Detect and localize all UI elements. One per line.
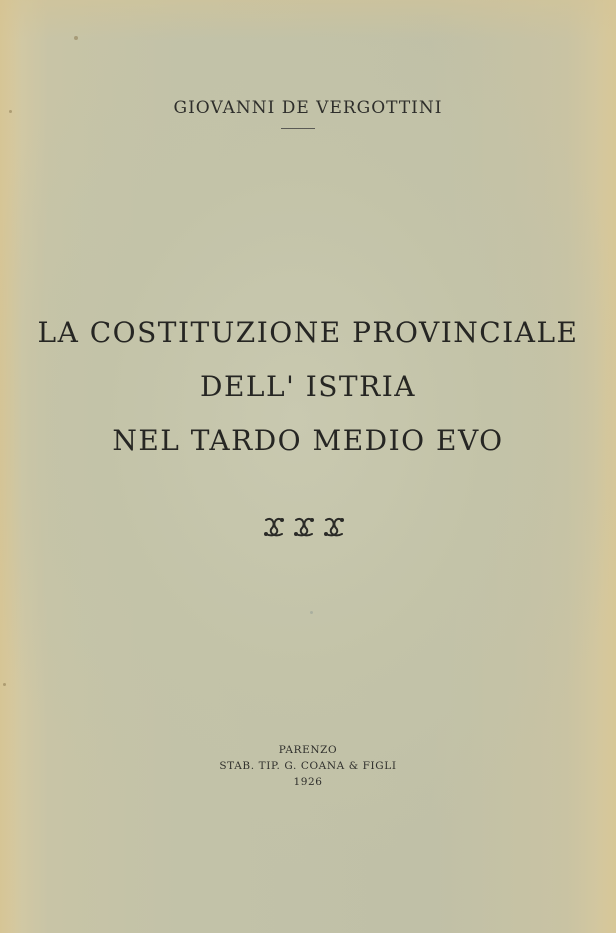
imprint-year: 1926 [293,776,323,788]
fleuron-ornament-icon [0,512,616,546]
title-line-2: DELL' ISTRIA [200,370,416,403]
title-line-3: NEL TARDO MEDIO EVO [112,424,504,457]
foxing-spot [310,611,313,614]
paper-edge-top [0,0,616,40]
title-line-1: LA COSTITUZIONE PROVINCIALE [37,316,579,349]
foxing-spot [74,36,78,40]
fleuron-ornament-icon [262,512,354,542]
imprint-publisher: STAB. TIP. G. COANA & FIGLI [219,760,397,772]
author-underline [281,128,315,129]
imprint [0,742,616,790]
imprint-city: PARENZO [278,744,338,756]
author-name: GIOVANNI DE VERGOTTINI [173,98,443,118]
foxing-spot [3,683,6,686]
book-title [0,306,616,468]
